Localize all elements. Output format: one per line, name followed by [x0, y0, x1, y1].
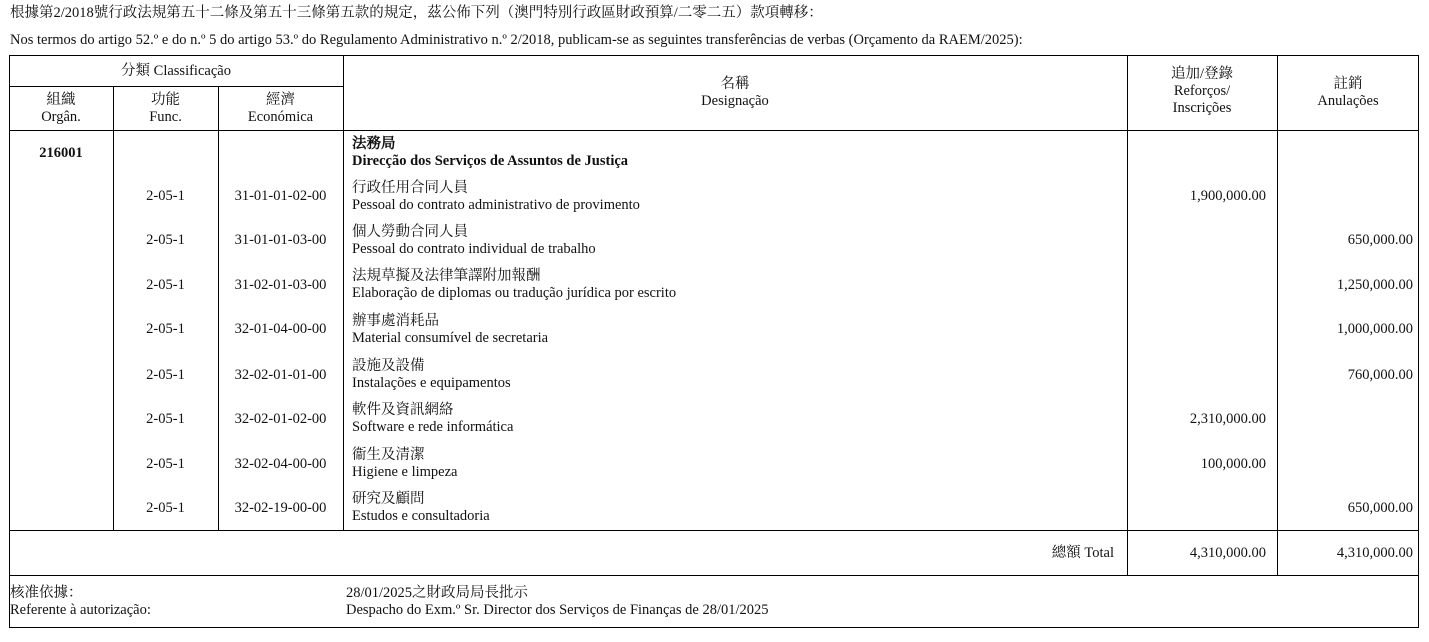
authorization-text-pt: Despacho do Exm.º Sr. Director dos Serviços de Finanças de 28/01/2025	[346, 602, 769, 618]
header-func	[113, 92, 218, 126]
designation-pt: Pessoal do contrato individual de trabalho	[352, 241, 596, 257]
designation-zh: 行政任用合同人員	[352, 180, 468, 196]
cell-econ: 31-02-01-03-00	[234, 277, 327, 293]
cell-econ: 31-01-01-02-00	[234, 188, 327, 204]
header-designation-pt: Designação	[701, 93, 769, 109]
authorization-label-pt: Referente à autorização:	[10, 602, 151, 618]
authorization-label	[10, 585, 151, 619]
header-anulacoes	[1277, 76, 1419, 110]
table-row	[0, 445, 1429, 489]
header-organ	[9, 92, 113, 126]
header-econ-pt: Económica	[247, 109, 314, 125]
total-anulacao: 4,310,000.00	[1336, 545, 1413, 561]
total-reforco: 4,310,000.00	[1189, 545, 1266, 561]
designation-zh: 法規草擬及法律筆譯附加報酬	[352, 268, 541, 284]
cell-anulacao: 1,000,000.00	[1336, 321, 1413, 337]
designation-zh: 研究及顧問	[352, 491, 425, 507]
cell-econ: 32-02-01-01-00	[234, 367, 327, 383]
cell-designation	[352, 180, 640, 214]
table-row	[0, 224, 1429, 268]
intro-text-chinese: 根據第2/2018號行政法規第五十二條及第五十三條第五款的規定，茲公佈下列（澳門特別行政區財政預算/二零二五）款項轉移：	[10, 5, 823, 21]
organ-code: 216001	[39, 145, 83, 161]
cell-econ: 32-02-04-00-00	[234, 456, 327, 472]
table-row	[0, 490, 1429, 530]
designation-pt: Material consumível de secretaria	[352, 330, 549, 346]
footer-top-rule	[9, 575, 1419, 576]
header-reforcos-pt2: Inscrições	[1172, 100, 1232, 116]
cell-func: 2-05-1	[146, 277, 185, 293]
designation-pt: Higiene e limpeza	[352, 464, 458, 480]
designation-zh: 設施及設備	[352, 358, 425, 374]
header-reforcos-zh: 追加/登錄	[1170, 66, 1234, 82]
authorization-text-zh: 28/01/2025之財政局局長批示	[346, 585, 529, 601]
table-row	[0, 312, 1429, 356]
header-classification: 分類 Classificação	[121, 63, 231, 79]
header-designation	[343, 76, 1127, 110]
cell-reforco: 100,000.00	[1200, 456, 1266, 472]
header-econ	[218, 92, 343, 126]
header-designation-zh: 名稱	[720, 76, 750, 92]
cell-anulacao: 650,000.00	[1347, 232, 1413, 248]
designation-pt: Pessoal do contrato administrativo de provimento	[352, 197, 640, 213]
cell-designation	[352, 268, 676, 302]
cell-func: 2-05-1	[146, 411, 185, 427]
cell-designation	[352, 358, 511, 392]
header-reforcos-pt1: Reforços/	[1173, 83, 1231, 99]
intro-text-portuguese: Nos termos do artigo 52.º e do n.º 5 do artigo 53.º do Regulamento Administrativo n.º 2/2018, publicam-se as seguintes transferências de verbas (Orçamento da RAEM/2025):	[10, 32, 1023, 48]
header-organ-pt: Orgân.	[41, 109, 81, 125]
organ-name	[352, 136, 628, 170]
designation-pt: Elaboração de diplomas ou tradução jurídica por escrito	[352, 285, 677, 301]
total-top-rule	[9, 530, 1419, 531]
cell-econ: 32-02-19-00-00	[234, 500, 327, 516]
designation-zh: 衞生及清潔	[352, 447, 425, 463]
table-row	[0, 268, 1429, 312]
header-anulacoes-zh: 註銷	[1333, 76, 1363, 92]
cell-anulacao: 760,000.00	[1347, 367, 1413, 383]
header-bottom-rule	[9, 130, 1419, 131]
designation-zh: 軟件及資訊網絡	[352, 402, 454, 418]
designation-pt: Instalações e equipamentos	[352, 375, 511, 391]
cell-func: 2-05-1	[146, 188, 185, 204]
cell-designation	[352, 491, 490, 525]
designation-pt: Estudos e consultadoria	[352, 508, 490, 524]
authorization-label-zh: 核准依據：	[10, 585, 83, 601]
cell-anulacao: 1,250,000.00	[1336, 277, 1413, 293]
header-func-zh: 功能	[151, 92, 180, 108]
organ-name-zh: 法務局	[352, 136, 396, 152]
header-func-pt: Func.	[149, 109, 182, 125]
header-anulacoes-pt: Anulações	[1317, 93, 1379, 109]
table-row	[0, 401, 1429, 445]
designation-pt: Software e rede informática	[352, 419, 514, 435]
cell-anulacao: 650,000.00	[1347, 500, 1413, 516]
header-econ-zh: 經濟	[266, 92, 295, 108]
cell-econ: 32-02-01-02-00	[234, 411, 327, 427]
cell-reforco: 2,310,000.00	[1189, 411, 1266, 427]
table-row	[0, 356, 1429, 400]
cell-func: 2-05-1	[146, 456, 185, 472]
organ-name-pt: Direcção dos Serviços de Assuntos de Justiça	[352, 153, 629, 169]
cell-func: 2-05-1	[146, 500, 185, 516]
cell-func: 2-05-1	[146, 367, 185, 383]
cell-designation	[352, 402, 513, 436]
cell-designation	[352, 447, 457, 481]
header-divider-classification	[9, 86, 343, 87]
cell-econ: 31-01-01-03-00	[234, 232, 327, 248]
designation-zh: 辦事處消耗品	[352, 313, 439, 329]
cell-econ: 32-01-04-00-00	[234, 321, 327, 337]
total-label: 總額 Total	[1051, 545, 1114, 561]
designation-zh: 個人勞動合同人員	[352, 224, 468, 240]
authorization-text	[346, 585, 769, 619]
table-row	[0, 180, 1429, 224]
cell-designation	[352, 313, 548, 347]
cell-reforco: 1,900,000.00	[1189, 188, 1266, 204]
cell-func: 2-05-1	[146, 321, 185, 337]
cell-designation	[352, 224, 596, 258]
cell-func: 2-05-1	[146, 232, 185, 248]
header-organ-zh: 組織	[46, 92, 76, 108]
header-reforcos	[1127, 66, 1277, 117]
